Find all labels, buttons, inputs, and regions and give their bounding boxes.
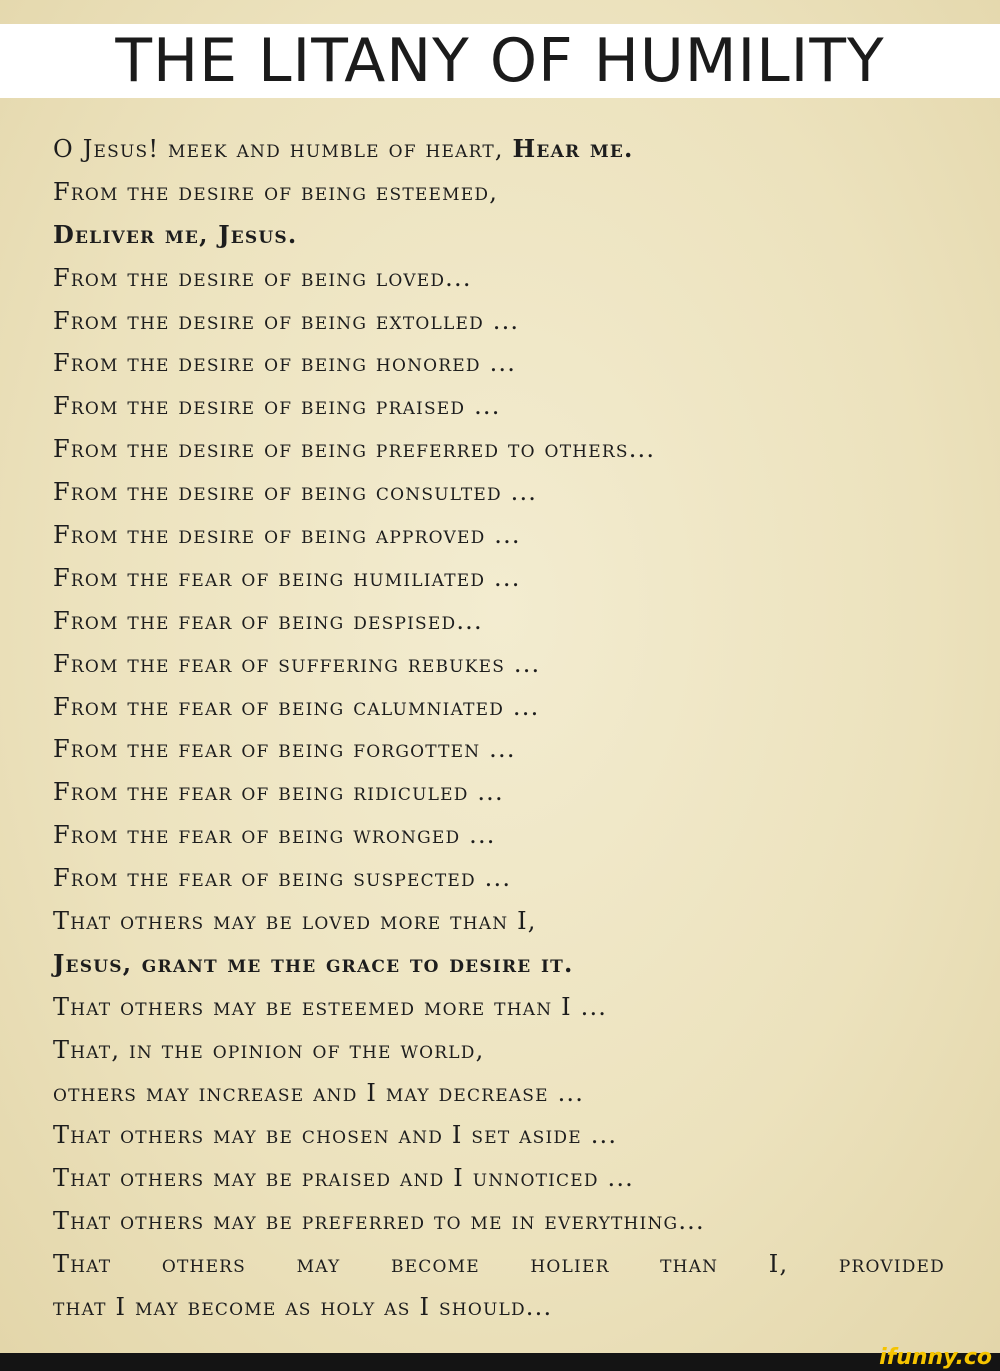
litany-line-text: From the fear of being wronged ... xyxy=(53,821,496,850)
litany-line xyxy=(53,385,953,428)
litany-line-text: From the desire of being loved... xyxy=(53,263,472,292)
litany-line xyxy=(53,943,953,986)
litany-line xyxy=(53,771,953,814)
litany-line xyxy=(53,1029,953,1072)
litany-line xyxy=(53,428,953,471)
litany-line-text: that I may become as holy as I should... xyxy=(53,1293,553,1322)
litany-word: become xyxy=(390,1250,480,1279)
litany-line-text: From the fear of suffering rebukes ... xyxy=(53,649,541,678)
litany-response: Deliver me, Jesus. xyxy=(53,219,298,249)
litany-word: may xyxy=(296,1250,341,1279)
litany-line-text: From the desire of being honored ... xyxy=(53,349,517,378)
litany-word: holier xyxy=(530,1250,610,1279)
litany-line xyxy=(53,257,953,300)
litany-line xyxy=(53,300,953,343)
litany-line xyxy=(53,986,953,1029)
litany-line xyxy=(53,728,953,771)
litany-line-text: O Jesus! meek and humble of heart, xyxy=(53,135,513,163)
litany-line xyxy=(53,1286,953,1329)
litany-line-text: From the desire of being praised ... xyxy=(53,392,501,421)
litany-line xyxy=(53,1114,953,1157)
litany-line xyxy=(53,171,953,214)
litany-line-text: From the fear of being despised... xyxy=(53,606,483,635)
litany-line-text: From the desire of being approved ... xyxy=(53,521,521,550)
litany-line xyxy=(53,1243,945,1286)
litany-line-text: From the desire of being extolled ... xyxy=(53,306,520,335)
litany-line-text: From the desire of being esteemed, xyxy=(53,177,499,206)
litany-response: Hear me. xyxy=(512,134,634,163)
litany-line xyxy=(53,1157,953,1200)
litany-line xyxy=(53,814,953,857)
litany-line xyxy=(53,900,953,943)
litany-line xyxy=(53,643,953,686)
litany-word: I, xyxy=(768,1250,789,1279)
litany-line xyxy=(53,128,953,171)
page-title: THE LITANY OF HUMILITY xyxy=(115,26,885,96)
litany-line xyxy=(53,857,953,900)
litany-line-text: That others may be esteemed more than I ... xyxy=(53,992,608,1021)
litany-line xyxy=(53,471,953,514)
litany-line xyxy=(53,1200,953,1243)
footer-bar xyxy=(0,1353,1000,1371)
litany-line-text: From the desire of being preferred to others... xyxy=(53,435,656,464)
litany-text xyxy=(53,128,953,1329)
litany-line xyxy=(53,342,953,385)
litany-line xyxy=(53,514,953,557)
litany-line-text: From the fear of being suspected ... xyxy=(53,864,512,893)
litany-line xyxy=(53,214,953,257)
litany-line-text: From the fear of being calumniated ... xyxy=(53,692,540,721)
litany-line-text: others may increase and I may decrease ... xyxy=(53,1078,585,1107)
litany-line-text: That others may be preferred to me in everything... xyxy=(53,1207,705,1236)
litany-line-text: From the fear of being ridiculed ... xyxy=(53,778,504,807)
litany-line-text: From the fear of being humiliated ... xyxy=(53,563,521,592)
litany-word: than xyxy=(660,1250,719,1279)
litany-word: others xyxy=(161,1250,247,1279)
litany-line-text: From the fear of being forgotten ... xyxy=(53,735,516,764)
litany-line-text: That others may be praised and I unnoticed ... xyxy=(53,1164,635,1193)
litany-line xyxy=(53,557,953,600)
litany-line-text: That, in the opinion of the world, xyxy=(53,1035,485,1064)
litany-line-text: That others may be loved more than I, xyxy=(53,907,537,936)
litany-response: Jesus, grant me the grace to desire it. xyxy=(53,948,574,978)
litany-line xyxy=(53,600,953,643)
litany-word: provided xyxy=(838,1250,945,1279)
litany-line xyxy=(53,1072,953,1115)
litany-line-text: That others may be chosen and I set aside ... xyxy=(53,1121,618,1150)
litany-line-text: From the desire of being consulted ... xyxy=(53,478,538,507)
ifunny-watermark: ifunny.co xyxy=(879,1345,992,1370)
litany-line xyxy=(53,686,953,729)
litany-word: That xyxy=(53,1250,112,1279)
